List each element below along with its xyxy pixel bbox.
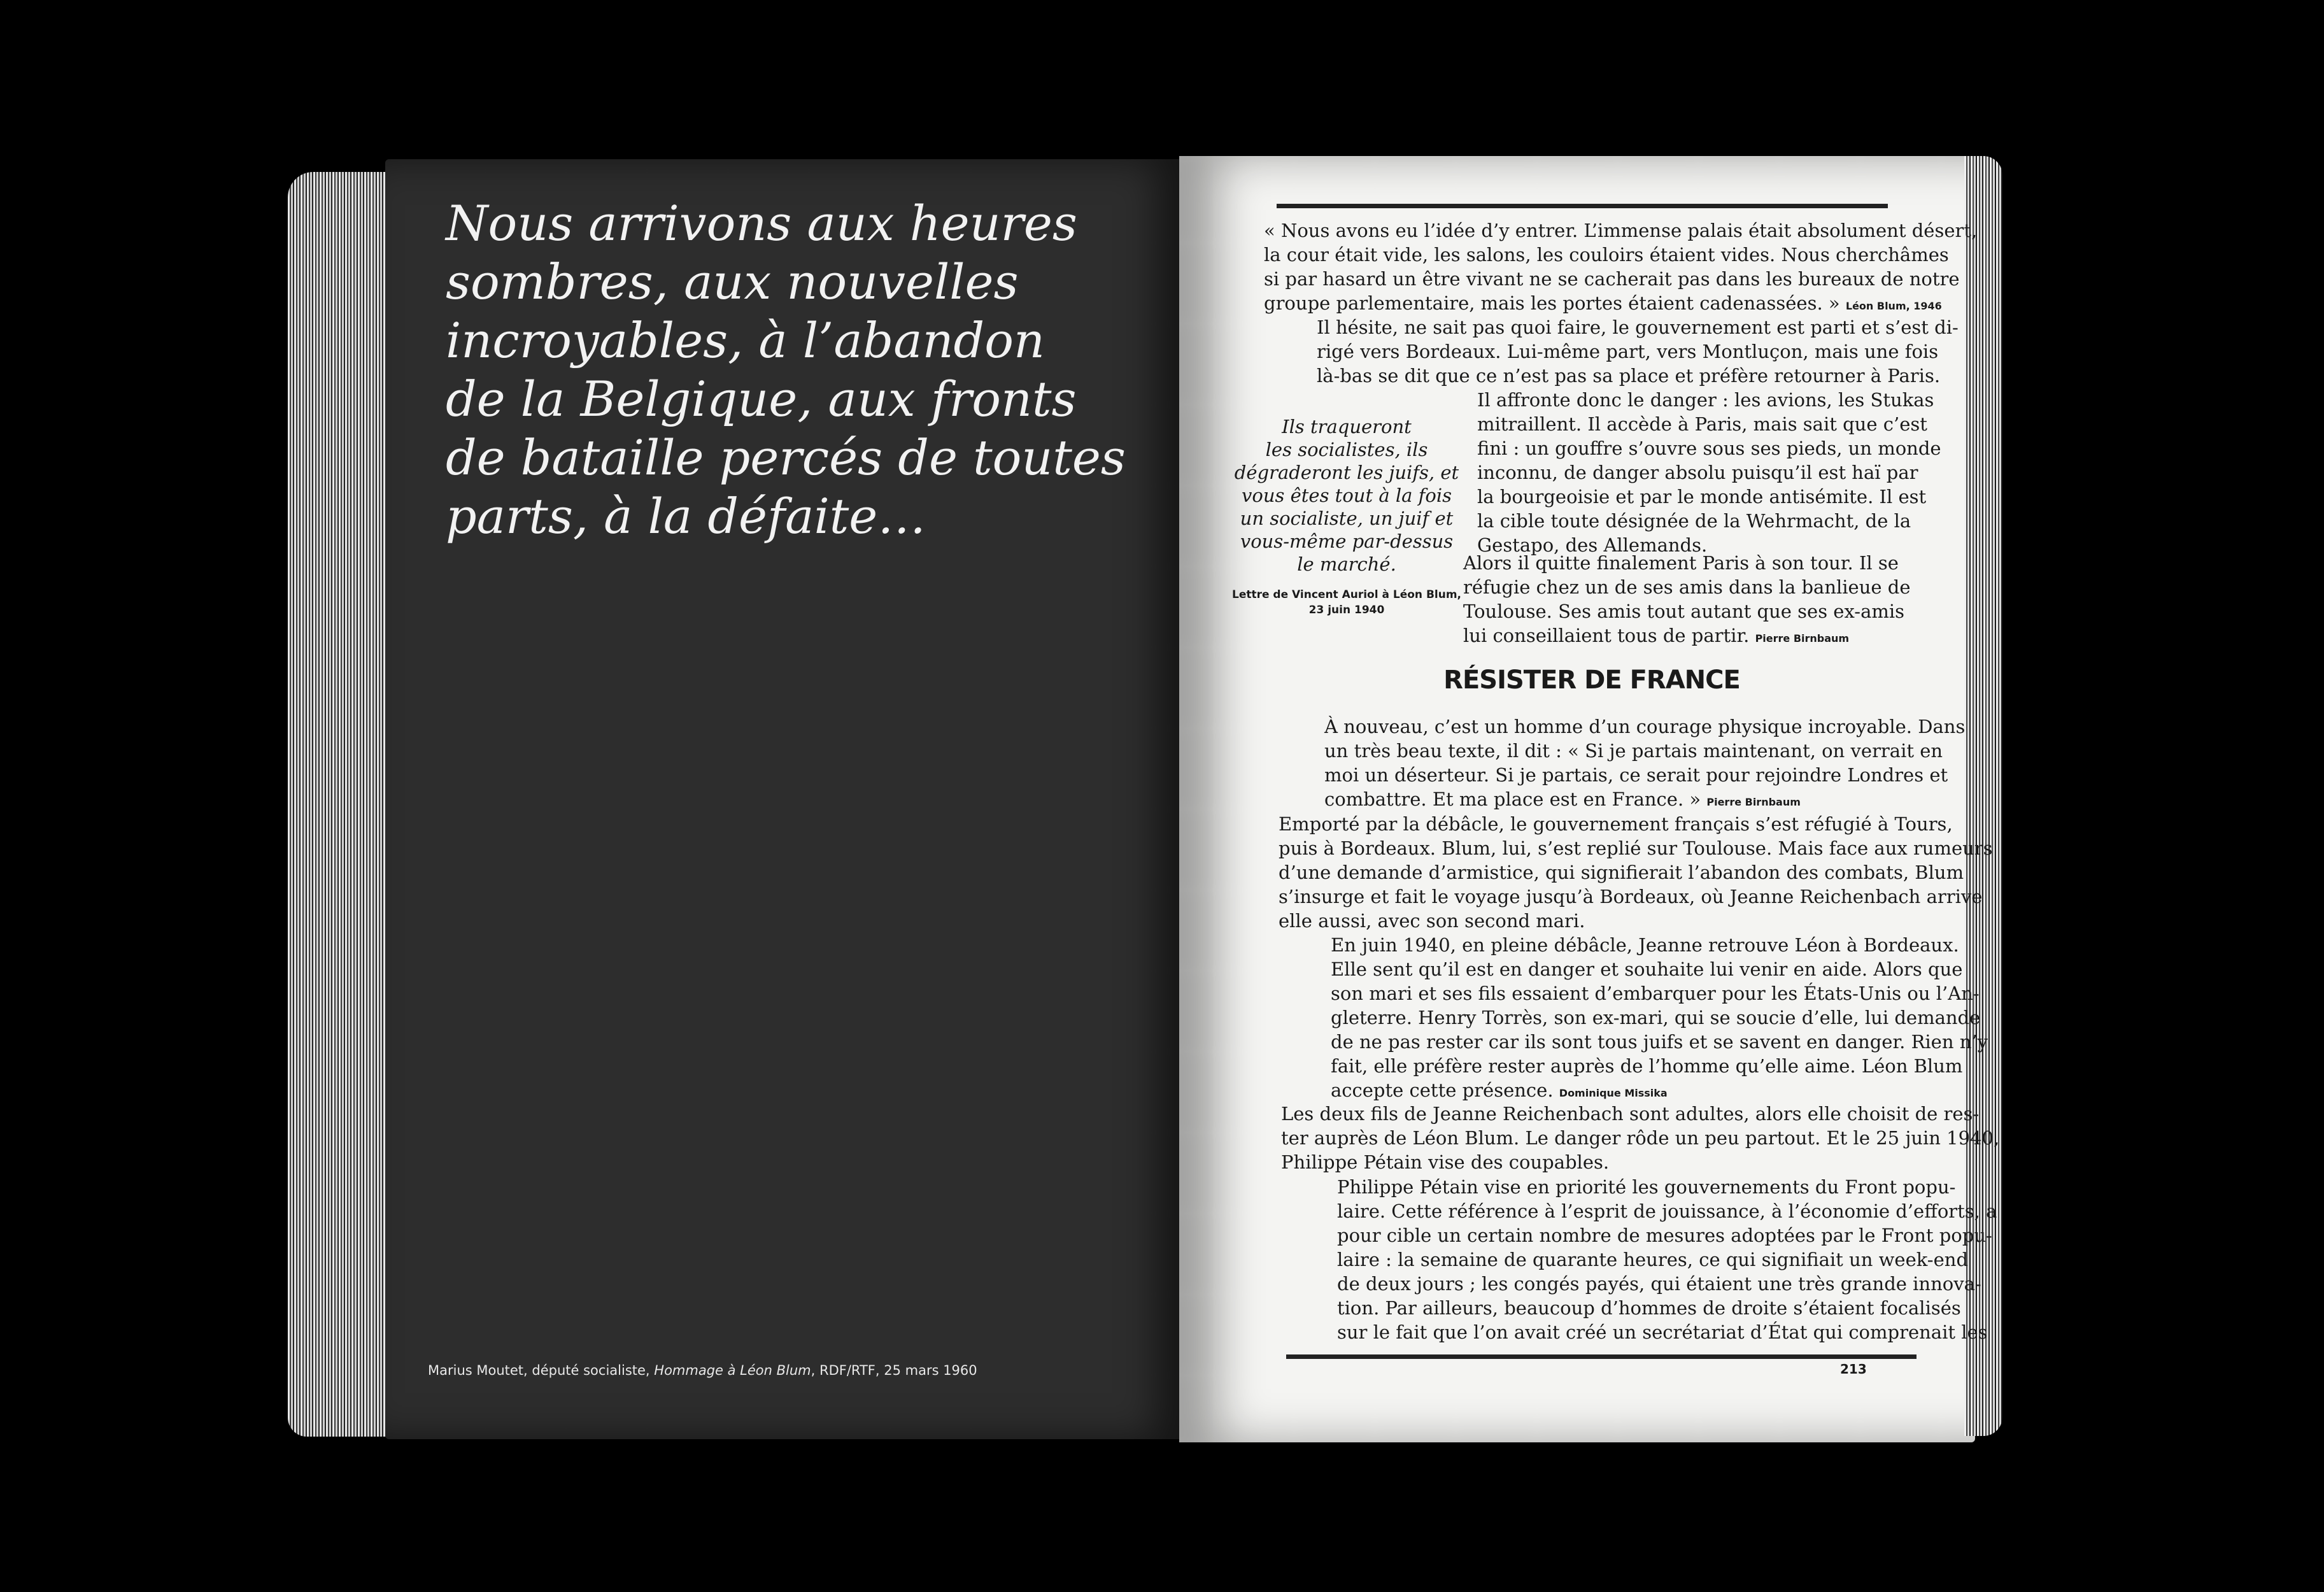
text-line: fait, elle préfère rester auprès de l’homme qu’elle aime. Léon Blum <box>1331 1055 1963 1077</box>
quote-line: Nous arrivons aux heures <box>446 195 1077 252</box>
paragraph-debacle <box>1279 812 1993 933</box>
paragraph-courage <box>1324 714 1965 814</box>
quote-line: Ils traqueront <box>1282 416 1412 437</box>
source-attribution: Léon Blum, 1946 <box>1845 300 1942 312</box>
text-line: laire : la semaine de quarante heures, ce qui signifiait un week-end <box>1337 1249 1969 1270</box>
text-line: elle aussi, avec son second mari. <box>1279 910 1585 932</box>
text-line: sur le fait que l’on avait créé un secrétariat d’État qui comprenait les <box>1337 1321 1988 1343</box>
text-line: si par hasard un être vivant ne se cacherait pas dans les bureaux de notre <box>1264 268 1960 290</box>
quote-line: un socialiste, un juif et <box>1240 508 1454 529</box>
quote-line: vous-même par-dessus <box>1240 530 1454 552</box>
text-line: un très beau texte, il dit : « Si je partais maintenant, on verrait en <box>1324 740 1943 762</box>
text-line: fini : un gouffre s’ouvre sous ses pieds, un monde <box>1477 437 1941 459</box>
paragraph-deux-fils <box>1281 1102 1999 1174</box>
text-line: Toulouse. Ses amis tout autant que ses ex-amis <box>1463 601 1905 622</box>
section-heading: RÉSISTER DE FRANCE <box>1443 665 1740 695</box>
text-line: Gestapo, des Allemands. <box>1477 534 1708 556</box>
side-quote-source <box>1226 587 1468 618</box>
left-pull-quote <box>446 194 1146 546</box>
quote-line: incroyables, à l’abandon <box>446 312 1045 369</box>
text-line: accepte cette présence. <box>1331 1079 1559 1101</box>
source-line: 23 juin 1940 <box>1308 604 1385 616</box>
caption-work: Hommage à Léon Blum <box>654 1363 811 1378</box>
source-attribution: Dominique Missika <box>1559 1087 1668 1099</box>
text-line: ter auprès de Léon Blum. Le danger rôde un peu partout. Et le 25 juin 1940, <box>1281 1127 2000 1149</box>
text-line: s’insurge et fait le voyage jusqu’à Bordeaux, où Jeanne Reichenbach arrive <box>1279 886 1983 907</box>
text-line: puis à Bordeaux. Blum, lui, s’est replié sur Toulouse. Mais face aux rumeurs <box>1279 837 1993 859</box>
quote-line: dégraderont les juifs, et <box>1234 462 1459 483</box>
text-line: de deux jours ; les congés payés, qui étaient une très grande innova- <box>1337 1273 1981 1295</box>
text-line: groupe parlementaire, mais les portes étaient cadenassées. » <box>1264 292 1846 314</box>
source-attribution: Pierre Birnbaum <box>1755 632 1850 644</box>
text-line: son mari et ses fils essaient d’embarquer pour les États-Unis ou l’An- <box>1331 983 1980 1004</box>
text-line: laire. Cette référence à l’esprit de jouissance, à l’économie d’efforts, a <box>1337 1200 1997 1222</box>
quote-line: vous êtes tout à la fois <box>1241 485 1452 506</box>
text-line: Il affronte donc le danger : les avions, les Stukas <box>1477 389 1934 411</box>
text-line: là-bas se dit que ce n’est pas sa place et préfère retourner à Paris. <box>1317 365 1941 387</box>
caption-details: , RDF/RTF, 25 mars 1960 <box>811 1363 977 1378</box>
paragraph-petain <box>1337 1175 1997 1344</box>
top-rule <box>1277 204 1888 208</box>
text-line: Il hésite, ne sait pas quoi faire, le gouvernement est parti et s’est di- <box>1317 316 1959 338</box>
text-line: la cible toute désignée de la Wehrmacht, de la <box>1477 510 1911 532</box>
text-line: Elle sent qu’il est en danger et souhaite lui venir en aide. Alors que <box>1331 958 1963 980</box>
text-line: Alors il quitte finalement Paris à son tour. Il se <box>1463 552 1899 574</box>
text-line: pour cible un certain nombre de mesures adoptées par le Front popu- <box>1337 1225 1992 1246</box>
text-line: mitraillent. Il accède à Paris, mais sait que c’est <box>1477 413 1927 435</box>
text-line: combattre. Et ma place est en France. » <box>1324 788 1707 810</box>
text-line: gleterre. Henry Torrès, son ex-mari, qui se soucie d’elle, lui demande <box>1331 1007 1981 1028</box>
quote-line: les socialistes, ils <box>1265 439 1428 460</box>
page-number: 213 <box>1840 1361 1867 1377</box>
text-line: de ne pas rester car ils sont tous juifs et se savent en danger. Rien n’y <box>1331 1031 1988 1053</box>
text-line: lui conseillaient tous de partir. <box>1463 625 1755 646</box>
text-line: À nouveau, c’est un homme d’un courage physique incroyable. Dans <box>1324 716 1966 737</box>
quote-line: sombres, aux nouvelles <box>446 253 1019 310</box>
quote-line: de bataille percés de toutes <box>446 429 1126 486</box>
quote-line: de la Belgique, aux fronts <box>446 371 1077 427</box>
quote-line: parts, à la défaite… <box>446 488 926 544</box>
text-line: En juin 1940, en pleine débâcle, Jeanne retrouve Léon à Bordeaux. <box>1331 934 1959 956</box>
text-line: Philippe Pétain vise des coupables. <box>1281 1151 1610 1173</box>
text-line: Les deux fils de Jeanne Reichenbach sont adultes, alors elle choisit de res- <box>1281 1103 1980 1125</box>
text-line: Philippe Pétain vise en priorité les gouvernements du Front popu- <box>1337 1176 1956 1198</box>
left-page-edges <box>288 172 397 1437</box>
text-line: moi un déserteur. Si je partais, ce serait pour rejoindre Londres et <box>1324 764 1948 786</box>
text-line: inconnu, de danger absolu puisqu’il est haï par <box>1477 462 1918 483</box>
paragraph-juin-1940 <box>1331 933 1988 1105</box>
text-line: rigé vers Bordeaux. Lui-même part, vers Montluçon, mais une fois <box>1317 341 1939 362</box>
text-line: Emporté par la débâcle, le gouvernement français s’est réfugié à Tours, <box>1279 813 1953 835</box>
text-line: « Nous avons eu l’idée d’y entrer. L’immense palais était absolument désert, <box>1264 220 1978 241</box>
side-pull-quote <box>1226 415 1468 576</box>
paragraph-blum-quote <box>1264 218 1977 318</box>
caption-author: Marius Moutet, député socialiste, <box>428 1363 655 1378</box>
text-line: d’une demande d’armistice, qui signifierait l’abandon des combats, Blum <box>1279 862 1964 883</box>
text-line: réfugie chez un de ses amis dans la banlieue de <box>1463 576 1911 598</box>
paragraph-hesite <box>1317 315 1959 388</box>
text-line: la cour était vide, les salons, les couloirs étaient vides. Nous cherchâmes <box>1264 244 1949 266</box>
paragraph-quitte-paris <box>1463 551 1911 651</box>
paragraph-affronte <box>1477 388 1941 557</box>
source-line: Lettre de Vincent Auriol à Léon Blum, <box>1231 588 1461 601</box>
text-line: tion. Par ailleurs, beaucoup d’hommes de droite s’étaient focalisés <box>1337 1297 1961 1319</box>
bottom-rule <box>1286 1354 1917 1359</box>
quote-line: le marché. <box>1297 553 1396 575</box>
left-caption <box>428 1363 1128 1378</box>
text-line: la bourgeoisie et par le monde antisémite. Il est <box>1477 486 1927 508</box>
source-attribution: Pierre Birnbaum <box>1706 796 1801 808</box>
